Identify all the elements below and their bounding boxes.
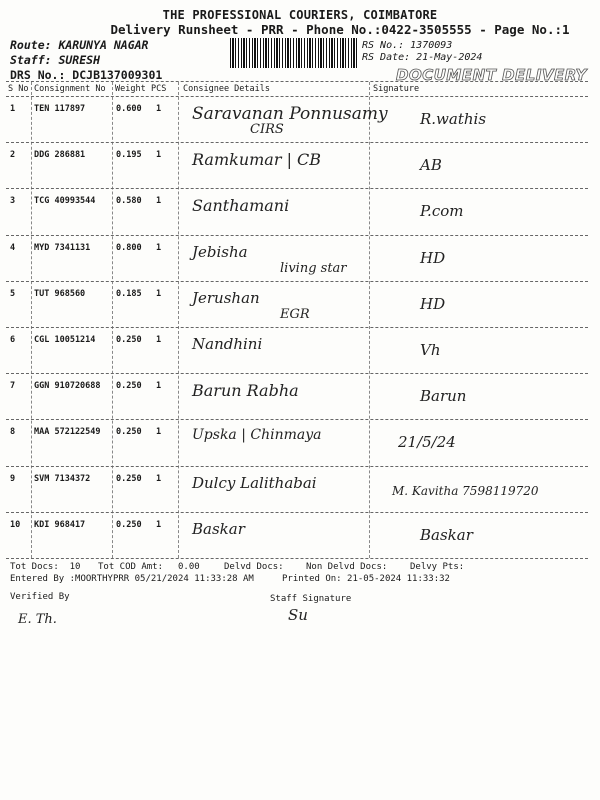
col-consignment: Consignment No [34,84,106,94]
company-title: THE PROFESSIONAL COURIERS, COIMBATORE [162,8,438,22]
row-consignment-no: TEN 117897 [34,104,86,114]
col-pcs: PCS [151,84,167,94]
row-pcs: 1 [156,427,162,438]
row-divider [6,281,588,282]
row-sno: 7 [10,381,16,392]
row-sno: 2 [10,150,16,161]
non-delvd-docs: Non Delvd Docs: [306,562,388,572]
row-weight: 0.250 [116,335,142,345]
table-row [0,377,600,424]
header-divider [6,96,588,97]
row-consignee-detail: CIRS [250,122,284,137]
drs-number: DRS No.: DCJB137009301 [10,68,163,82]
table-row [0,470,600,517]
row-weight: 0.250 [116,473,142,484]
row-consignment-no: TUT 968560 [34,288,86,299]
col-signature: Signature [373,84,420,94]
row-pcs: 1 [156,381,162,392]
table-top-line [6,81,588,82]
row-divider [6,327,588,328]
row-sno: 5 [10,288,16,299]
row-sno: 3 [10,196,16,207]
row-consignment-no: CGL 10051214 [34,335,96,345]
row-consignment-no: MAA 572122549 [34,427,101,438]
row-consignment-no: KDI 968417 [34,519,86,530]
row-consignment-no: DDG 286881 [34,150,86,161]
row-pcs: 1 [156,288,162,299]
row-signature: Vh [420,341,441,359]
table-row [0,192,600,239]
delvd-docs: Delvd Docs: [224,562,284,572]
entered-by: Entered By :MOORTHYPRR 05/21/2024 11:33:28 AM [10,574,254,584]
row-signature: Baskar [420,525,473,544]
row-signature: AB [420,156,442,175]
row-divider [6,512,588,513]
table-row [0,331,600,378]
row-divider [6,558,588,559]
col-sno: S No [8,84,29,94]
row-weight: 0.195 [116,150,142,161]
row-weight: 0.800 [116,242,142,253]
row-signature: Barun [420,387,467,406]
delvy-pts: Delvy Pts: [410,562,465,572]
row-divider [6,188,588,189]
row-pcs: 1 [156,335,162,345]
rs-date: RS Date: 21-May-2024 [362,52,483,63]
row-consignee: Santhamani [192,196,290,216]
row-weight: 0.250 [116,519,142,530]
row-sno: 9 [10,473,16,484]
row-pcs: 1 [156,150,162,161]
row-sno: 4 [10,242,16,253]
tot-docs: Tot Docs: 10 [10,562,81,572]
row-pcs: 1 [156,104,162,114]
row-consignment-no: SVM 7134372 [34,473,91,484]
row-divider [6,142,588,143]
row-signature: M. Kavitha 7598119720 [392,483,539,498]
row-consignee: Saravanan Ponnusamy [192,104,388,124]
row-pcs: 1 [156,196,162,207]
row-sno: 1 [10,104,16,114]
row-sno: 8 [10,427,16,438]
row-pcs: 1 [156,473,162,484]
table-row [0,239,600,286]
table-row [0,100,600,147]
row-consignee: Jerushan [192,288,260,307]
row-consignee-detail: EGR [280,306,310,322]
row-consignee: Barun Rabha [192,381,299,401]
row-sno: 6 [10,335,16,345]
staff-signature-text: Staff Signature [270,594,352,604]
row-weight: 0.250 [116,381,142,392]
row-consignee: Baskar [192,519,245,538]
row-consignee-detail: living star [280,260,347,276]
row-divider [6,373,588,374]
row-weight: 0.600 [116,104,142,114]
tot-cod-value: 0.00 [178,562,200,572]
row-consignment-no: MYD 7341131 [34,242,91,253]
row-weight: 0.580 [116,196,142,207]
table-row [0,146,600,193]
runsheet-subtitle: Delivery Runsheet - PRR - Phone No.:0422-3505555 - Page No.:1 [110,22,570,37]
row-sno: 10 [10,519,21,530]
row-pcs: 1 [156,242,162,253]
row-pcs: 1 [156,519,162,530]
row-weight: 0.185 [116,288,142,299]
tot-cod-label: Tot COD Amt: [98,562,164,572]
row-signature: P.com [420,202,464,221]
row-consignee: Nandhini [192,335,263,353]
row-divider [6,235,588,236]
row-divider [6,466,588,467]
staff-label: Staff: SURESH [10,53,101,67]
document-delivery-stamp: DOCUMENT DELIVERY [396,66,587,84]
row-divider [6,419,588,420]
row-consignee: Ramkumar | CB [192,150,322,170]
row-consignee: Dulcy Lalithabai [192,473,317,492]
table-row [0,423,600,470]
rs-number: RS No.: 1370093 [362,40,453,51]
verified-signature: E. Th. [18,612,57,627]
row-consignment-no: TCG 40993544 [34,196,96,207]
route-label: Route: KARUNYA NAGAR [10,38,149,52]
row-signature: HD [420,248,446,267]
staff-signature: Su [288,606,308,624]
table-row [0,285,600,332]
verified-by-text: Verified By [10,592,70,602]
row-weight: 0.250 [116,427,142,438]
row-consignee: Jebisha [192,242,248,261]
table-row [0,516,600,563]
row-consignee: Upska | Chinmaya [192,427,322,444]
row-consignment-no: GGN 910720688 [34,381,101,392]
row-signature: 21/5/24 [398,433,456,452]
row-signature: HD [420,294,446,313]
row-signature: R.wathis [420,110,487,128]
barcode-image [230,38,358,68]
col-consignee: Consignee Details [183,84,270,94]
col-weight: Weight [115,84,146,94]
printed-on: Printed On: 21-05-2024 11:33:32 [282,574,450,584]
